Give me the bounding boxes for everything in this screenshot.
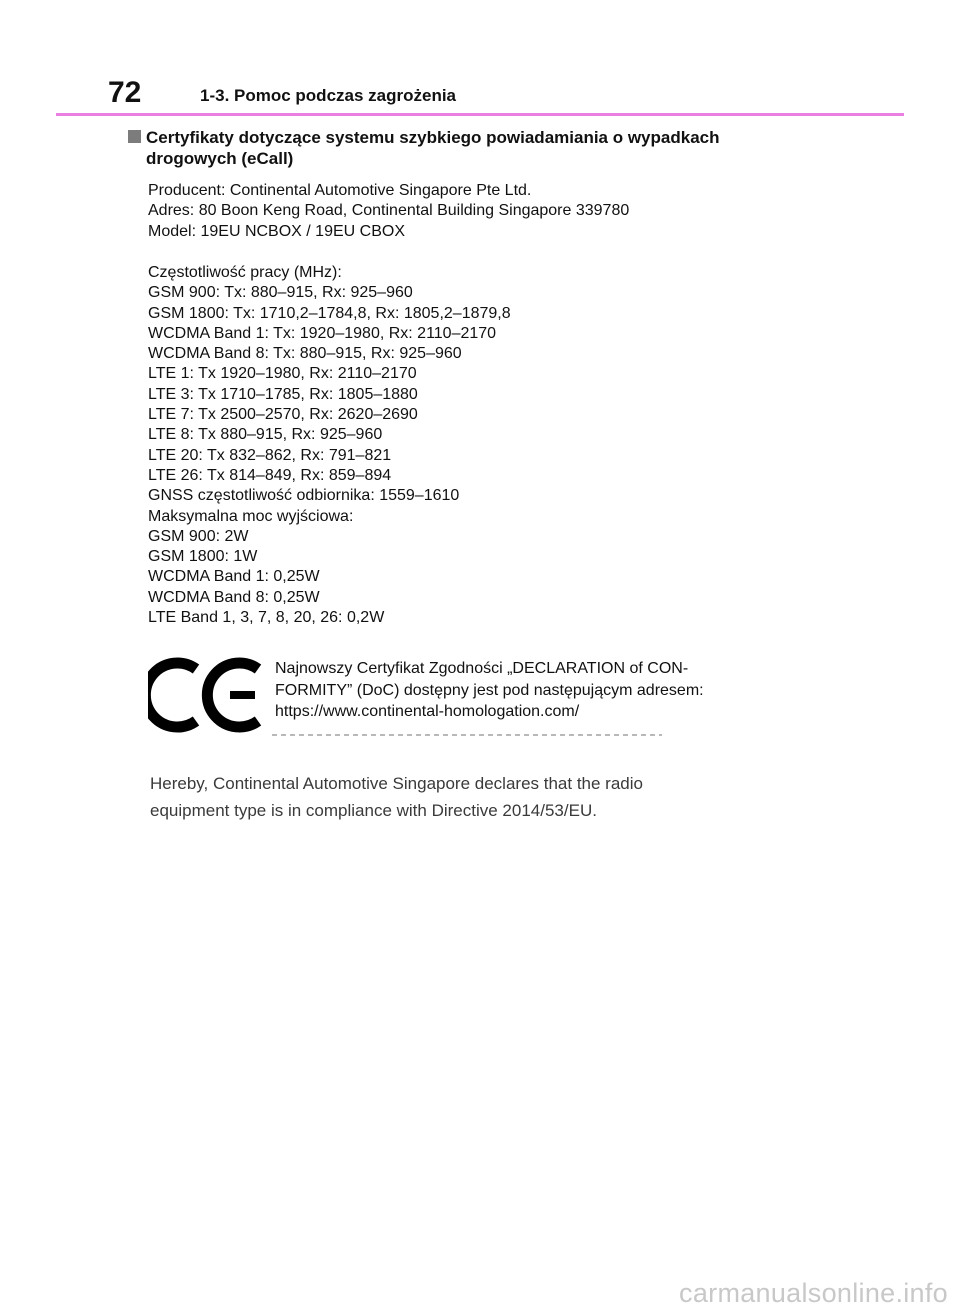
compliance-statement xyxy=(150,770,770,824)
spec-line: WCDMA Band 1: Tx: 1920–1980, Rx: 2110–2170 xyxy=(148,324,497,342)
page-number: 72 xyxy=(108,76,142,109)
spec-line: LTE 7: Tx 2500–2570, Rx: 2620–2690 xyxy=(148,406,418,424)
scan-artifact-line xyxy=(272,734,662,736)
ce-mark-icon xyxy=(148,655,262,735)
spec-line: Maksymalna moc wyjściowa: xyxy=(148,507,354,525)
subheading-line-2: drogowych (eCall) xyxy=(146,149,294,168)
spec-line: LTE 8: Tx 880–915, Rx: 925–960 xyxy=(148,426,383,444)
address-line: Adres: 80 Boon Keng Road, Continental Building Singapore 339780 xyxy=(148,202,630,220)
spec-line: GSM 900: 2W xyxy=(148,527,249,545)
spec-line: LTE Band 1, 3, 7, 8, 20, 26: 0,2W xyxy=(148,609,385,627)
declaration-text xyxy=(275,658,795,723)
homologation-url: https://www.continental-homologation.com/ xyxy=(275,703,580,720)
spec-line: GNSS częstotliwość odbiornika: 1559–1610 xyxy=(148,487,460,505)
subheading xyxy=(128,127,828,169)
compliance-line: equipment type is in compliance with Directive 2014/53/EU. xyxy=(150,801,597,820)
producer-line: Producent: Continental Automotive Singapore Pte Ltd. xyxy=(148,182,532,199)
square-bullet-icon xyxy=(128,130,141,143)
spec-line: GSM 900: Tx: 880–915, Rx: 925–960 xyxy=(148,284,413,302)
spec-line: WCDMA Band 1: 0,25W xyxy=(148,568,320,586)
declaration-line: FORMITY” (DoC) dostępny jest pod następującym adresem: xyxy=(275,681,704,699)
section-title: 1-3. Pomoc podczas zagrożenia xyxy=(200,86,457,105)
compliance-line: Hereby, Continental Automotive Singapore declares that the radio xyxy=(150,774,643,793)
spec-line: LTE 1: Tx 1920–1980, Rx: 2110–2170 xyxy=(148,365,417,383)
spec-line: LTE 26: Tx 814–849, Rx: 859–894 xyxy=(148,466,392,484)
spec-line: GSM 1800: 1W xyxy=(148,548,258,566)
spec-line: Częstotliwość pracy (MHz): xyxy=(148,264,342,281)
frequency-specs xyxy=(148,263,848,628)
header-rule xyxy=(56,113,904,116)
producer-info xyxy=(148,181,848,242)
declaration-line: Najnowszy Certyfikat Zgodności „DECLARATION of CON- xyxy=(275,660,689,677)
model-line: Model: 19EU NCBOX / 19EU CBOX xyxy=(148,222,405,240)
spec-line: GSM 1800: Tx: 1710,2–1784,8, Rx: 1805,2–1879,8 xyxy=(148,304,511,322)
watermark: carmanualsonline.info xyxy=(679,1278,948,1308)
spec-line: WCDMA Band 8: 0,25W xyxy=(148,588,320,606)
spec-line: WCDMA Band 8: Tx: 880–915, Rx: 925–960 xyxy=(148,345,462,363)
spec-line: LTE 3: Tx 1710–1785, Rx: 1805–1880 xyxy=(148,385,418,403)
subheading-line-1: Certyfikaty dotyczące systemu szybkiego powiadamiania o wypadkach xyxy=(146,128,720,147)
spec-line: LTE 20: Tx 832–862, Rx: 791–821 xyxy=(148,446,392,464)
